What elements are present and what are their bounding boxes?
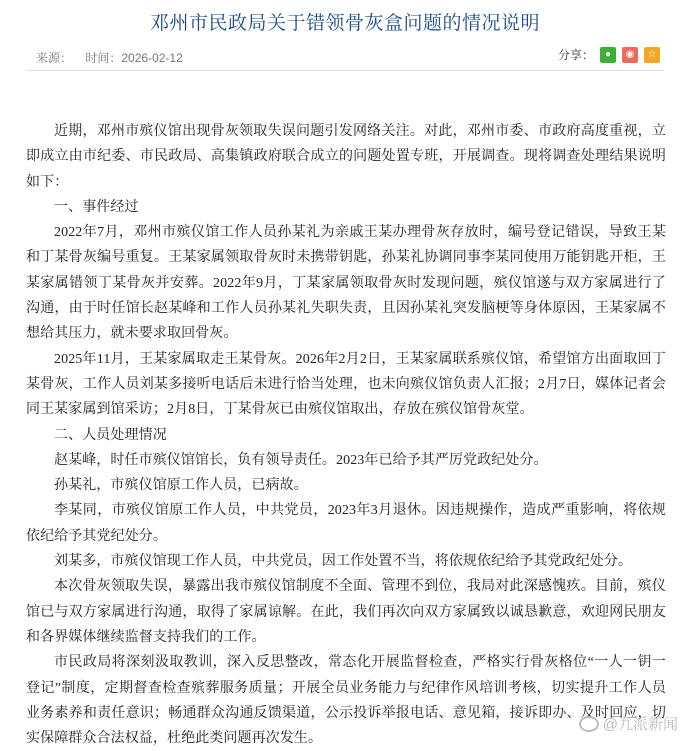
page-title: 邓州市民政局关于错领骨灰盒问题的情况说明 [149, 13, 540, 34]
watermark-text: @九派新闻 [602, 716, 678, 733]
article-body [26, 119, 666, 751]
section-heading: 二、人员处理情况 [54, 427, 167, 443]
paragraph: 市民政局将深刻汲取教训，深入反思整改，常态化开展监督检查，严格实行骨灰格位“一人一钥一登记”制度，定期督查检查殡葬服务质量；开展全员业务能力与纪律作风培训考核，切实提升工作人员业务素养和责任意识；畅通群众沟通反馈渠道，公示投诉举报电话、意见箱，接诉即办、及时回应，切实保障群众合法权益，杜绝此类问题再次发生。 [26, 655, 666, 747]
paragraph: 2022年7月，邓州市殡仪馆工作人员孙某礼为亲戚王某办理骨灰存放时，编号登记错误，导致王某和丁某骨灰编号重复。王某家属领取骨灰时未携带钥匙，孙某礼协调同事李某同使用万能钥匙开柜，王某家属错领丁某骨灰并安葬。2022年9月，丁某家属领取骨灰时发现问题，殡仪馆遂与双方家属进行了沟通，由于时任馆长赵某峰和工作人员孙某礼失职失责，且因孙某礼突发脑梗等身体原因，王某家属不想给其压力，就未要求取回骨灰。 [26, 225, 666, 342]
paragraph: 赵某峰，时任市殡仪馆馆长，负有领导责任。2023年已给予其严厉党政纪处分。 [54, 452, 548, 468]
publish-date: 2026-02-12 [121, 51, 183, 65]
favorite-icon[interactable]: ☆ [644, 47, 660, 63]
section-heading: 一、事件经过 [54, 199, 139, 215]
weibo-logo-icon [579, 716, 599, 732]
source-label: 来源： [36, 51, 73, 65]
intro-paragraph: 近期，邓州市殡仪馆出现骨灰领取失误问题引发网络关注。对此，邓州市委、市政府高度重视，立即成立由市纪委、市民政局、高集镇政府联合成立的问题处置专班，开展调查。现将调查处理结果说明如下： [26, 124, 666, 190]
watermark [579, 713, 678, 734]
share-label: 分享： [557, 48, 594, 62]
share-bar [558, 46, 660, 63]
article-meta [26, 46, 664, 71]
paragraph: 刘某多，市殡仪馆现工作人员，中共党员，因工作处置不当，将依规依纪给予其党政纪处分。 [54, 554, 633, 570]
weibo-icon[interactable]: ◉ [622, 47, 638, 63]
paragraph: 李某同，市殡仪馆原工作人员，中共党员，2023年3月退休。因违规操作，造成严重影响，将依规依纪给予其党纪处分。 [26, 503, 666, 544]
wechat-icon[interactable]: ● [600, 47, 616, 63]
source-and-date [36, 49, 193, 66]
paragraph: 本次骨灰领取失误，暴露出我市殡仪馆制度不全面、管理不到位，我局对此深感愧疚。目前，殡仪馆已与双方家属进行沟通，取得了家属谅解。在此，我们再次向双方家属致以诚恳歉意，欢迎网民朋友和各界媒体继续监督支持我们的工作。 [26, 579, 666, 645]
paragraph: 2025年11月，王某家属取走王某骨灰。2026年2月2日，王某家属联系殡仪馆，希望馆方出面取回丁某骨灰，工作人员刘某多接听电话后未进行恰当处理，也未向殡仪馆负责人汇报；2月7日，媒体记者会同王某家属到馆采访；2月8日，丁某骨灰已由殡仪馆取出，存放在殡仪馆骨灰堂。 [26, 351, 666, 418]
paragraph: 孙某礼，市殡仪馆原工作人员，已病故。 [54, 478, 308, 494]
time-label: 时间： [85, 51, 122, 65]
